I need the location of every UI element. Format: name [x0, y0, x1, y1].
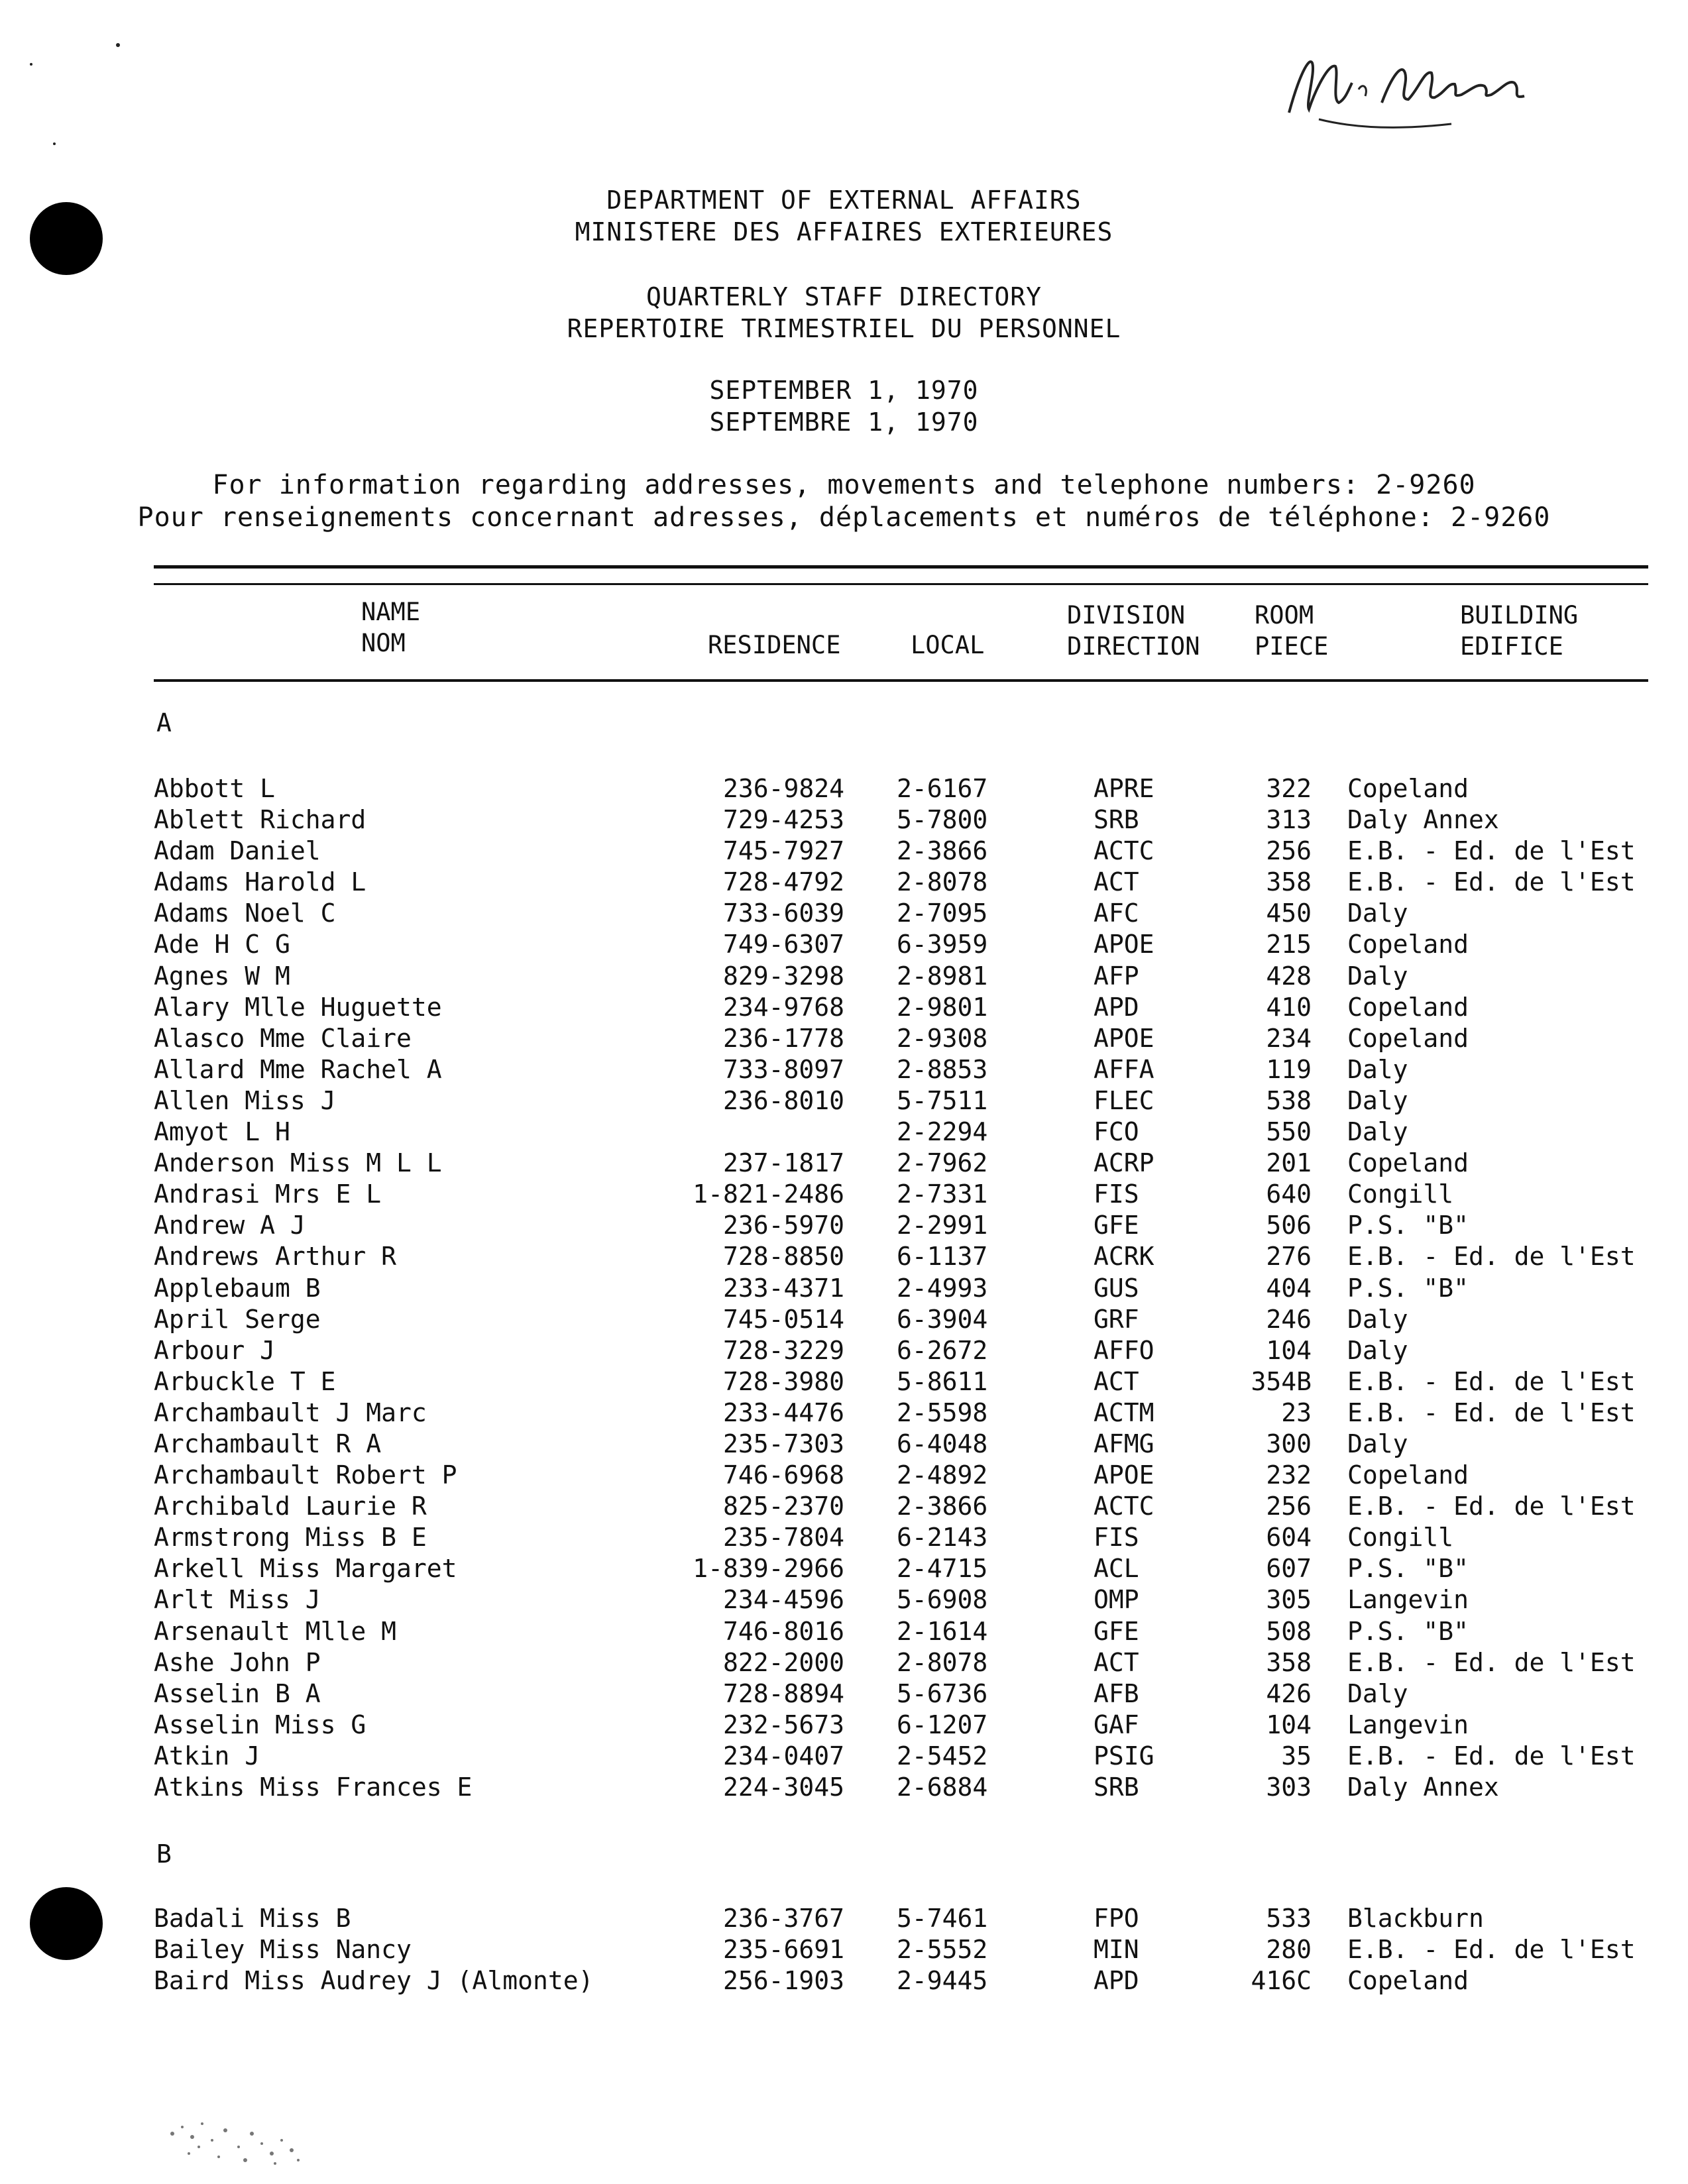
cell-name: Andrew A J	[154, 1211, 306, 1240]
cell-division: AFFO	[1094, 1335, 1154, 1365]
cell-room: 426	[1266, 1678, 1312, 1708]
cell-local: 6-3904	[897, 1304, 988, 1334]
cell-division: ACTC	[1094, 836, 1154, 866]
cell-residence: 236-5970	[722, 1211, 844, 1240]
table-row	[0, 1553, 1688, 1584]
cell-name: Archibald Laurie R	[154, 1492, 427, 1521]
cell-name: Adams Noel C	[154, 899, 336, 928]
cell-local: 2-5598	[897, 1397, 988, 1427]
cell-local: 5-8611	[897, 1366, 988, 1396]
cell-building: Daly Annex	[1347, 1773, 1499, 1802]
cell-residence: 236-8010	[722, 1085, 844, 1115]
cell-division: ACRP	[1094, 1148, 1154, 1178]
cell-name: Armstrong Miss B E	[154, 1523, 427, 1553]
cell-residence: 822-2000	[722, 1647, 844, 1677]
table-row	[0, 1148, 1688, 1179]
cell-name: Applebaum B	[154, 1273, 321, 1303]
table-row	[0, 1678, 1688, 1710]
cell-room: 276	[1266, 1242, 1312, 1272]
cell-building: Daly Annex	[1347, 805, 1499, 835]
cell-name: Archambault Robert P	[154, 1460, 457, 1490]
cell-room: 506	[1266, 1211, 1312, 1240]
cell-local: 6-3959	[897, 930, 988, 959]
cell-room: 303	[1266, 1773, 1312, 1802]
table-row	[0, 1965, 1688, 1996]
cell-building: E.B. - Ed. de l'Est	[1347, 1647, 1636, 1677]
cell-room: 313	[1266, 805, 1312, 835]
date-heading	[0, 374, 1688, 438]
cell-name: Arkell Miss Margaret	[154, 1554, 457, 1584]
cell-local: 2-4993	[897, 1273, 988, 1303]
cell-building: Copeland	[1347, 930, 1469, 959]
cell-name: Asselin Miss G	[154, 1710, 366, 1739]
cell-local: 2-4715	[897, 1554, 988, 1584]
cell-name: Andrews Arthur R	[154, 1242, 397, 1272]
cell-local: 5-7461	[897, 1904, 988, 1933]
cell-division: APOE	[1094, 1023, 1154, 1053]
cell-name: Alasco Mme Claire	[154, 1023, 412, 1053]
cell-room: 358	[1266, 867, 1312, 897]
cell-local: 2-9801	[897, 992, 988, 1022]
cell-division: AFP	[1094, 961, 1139, 991]
cell-division: SRB	[1094, 1773, 1139, 1802]
cell-name: Arbour J	[154, 1335, 276, 1365]
cell-building: Daly	[1347, 1429, 1408, 1458]
cell-division: GFE	[1094, 1616, 1139, 1646]
cell-division: ACTM	[1094, 1397, 1154, 1427]
cell-room: 280	[1266, 1935, 1312, 1965]
cell-local: 2-7331	[897, 1179, 988, 1209]
table-row	[0, 1522, 1688, 1553]
cell-building: P.S. "B"	[1347, 1616, 1469, 1646]
cell-room: 450	[1266, 899, 1312, 928]
cell-residence: 728-3229	[722, 1335, 844, 1365]
table-row	[0, 1934, 1688, 1965]
cell-residence: 1-839-2966	[693, 1554, 844, 1584]
cell-building: E.B. - Ed. de l'Est	[1347, 1492, 1636, 1521]
table-row	[0, 1616, 1688, 1647]
cell-residence: 235-6691	[722, 1935, 844, 1965]
cell-room: 256	[1266, 836, 1312, 866]
cell-building: Copeland	[1347, 1148, 1469, 1178]
cell-name: Atkin J	[154, 1741, 260, 1771]
table-row	[0, 1741, 1688, 1772]
cell-residence: 233-4371	[722, 1273, 844, 1303]
cell-room: 428	[1266, 961, 1312, 991]
cell-division: GFE	[1094, 1211, 1139, 1240]
cell-division: FCO	[1094, 1117, 1139, 1147]
column-header-residence: RESIDENCE	[708, 631, 841, 659]
cell-residence: 235-7303	[722, 1429, 844, 1458]
cell-building: Daly	[1347, 1117, 1408, 1147]
cell-room: 300	[1266, 1429, 1312, 1458]
date-en: SEPTEMBER 1, 1970	[709, 376, 979, 405]
section-letter-a: A	[156, 708, 172, 737]
section-b-rows	[0, 1903, 1688, 1996]
cell-building: Congill	[1347, 1523, 1454, 1553]
cell-residence: 234-0407	[722, 1741, 844, 1771]
cell-division: GRF	[1094, 1304, 1139, 1334]
cell-local: 2-6884	[897, 1773, 988, 1802]
cell-division: APOE	[1094, 930, 1154, 959]
cell-building: E.B. - Ed. de l'Est	[1347, 836, 1636, 866]
cell-building: Daly	[1347, 1335, 1408, 1365]
cell-building: E.B. - Ed. de l'Est	[1347, 1741, 1636, 1771]
cell-room: 215	[1266, 930, 1312, 959]
cell-room: 305	[1266, 1585, 1312, 1615]
table-row	[0, 867, 1688, 898]
cell-local: 2-9308	[897, 1023, 988, 1053]
cell-division: AFMG	[1094, 1429, 1154, 1458]
column-header-name-fr: NOM	[361, 629, 406, 657]
cell-local: 2-2294	[897, 1117, 988, 1147]
column-header-room-en: ROOM	[1255, 601, 1314, 629]
cell-name: Arbuckle T E	[154, 1366, 336, 1396]
cell-local: 2-7095	[897, 899, 988, 928]
table-row	[0, 992, 1688, 1023]
table-row	[0, 1903, 1688, 1934]
cell-division: APD	[1094, 1966, 1139, 1996]
cell-name: Arsenault Mlle M	[154, 1616, 397, 1646]
cell-building: Copeland	[1347, 1966, 1469, 1996]
cell-name: Andrasi Mrs E L	[154, 1179, 382, 1209]
table-row	[0, 836, 1688, 867]
cell-room: 410	[1266, 992, 1312, 1022]
cell-building: E.B. - Ed. de l'Est	[1347, 1366, 1636, 1396]
directory-heading	[0, 281, 1688, 345]
cell-building: Copeland	[1347, 1023, 1469, 1053]
cell-residence: 728-3980	[722, 1366, 844, 1396]
table-row	[0, 929, 1688, 960]
cell-building: Daly	[1347, 1054, 1408, 1084]
table-row	[0, 1491, 1688, 1522]
cell-residence: 234-9768	[722, 992, 844, 1022]
cell-room: 640	[1266, 1179, 1312, 1209]
cell-division: AFB	[1094, 1678, 1139, 1708]
cell-local: 2-3866	[897, 1492, 988, 1521]
table-row	[0, 804, 1688, 836]
cell-local: 5-6736	[897, 1678, 988, 1708]
cell-local: 2-3866	[897, 836, 988, 866]
info-heading	[0, 469, 1688, 534]
cell-building: Copeland	[1347, 774, 1469, 803]
cell-local: 2-5452	[897, 1741, 988, 1771]
cell-division: APRE	[1094, 774, 1154, 803]
cell-room: 23	[1281, 1397, 1312, 1427]
cell-building: Langevin	[1347, 1710, 1469, 1739]
table-row	[0, 1710, 1688, 1741]
cell-room: 550	[1266, 1117, 1312, 1147]
table-row	[0, 1023, 1688, 1054]
cell-room: 607	[1266, 1554, 1312, 1584]
cell-room: 256	[1266, 1492, 1312, 1521]
ink-smudge	[159, 2107, 311, 2170]
cell-room: 104	[1266, 1710, 1312, 1739]
cell-building: Congill	[1347, 1179, 1454, 1209]
column-header-name-en: NAME	[361, 598, 421, 626]
cell-name: Allen Miss J	[154, 1085, 336, 1115]
cell-residence: 232-5673	[722, 1710, 844, 1739]
cell-local: 6-2672	[897, 1335, 988, 1365]
cell-room: 232	[1266, 1460, 1312, 1490]
cell-division: AFFA	[1094, 1054, 1154, 1084]
header-bottom-rule	[154, 679, 1648, 682]
cell-room: 104	[1266, 1335, 1312, 1365]
cell-name: Asselin B A	[154, 1678, 321, 1708]
table-row	[0, 1335, 1688, 1366]
cell-division: FIS	[1094, 1523, 1139, 1553]
cell-name: Alary Mlle Huguette	[154, 992, 442, 1022]
cell-name: Anderson Miss M L L	[154, 1148, 442, 1178]
cell-building: P.S. "B"	[1347, 1211, 1469, 1240]
cell-name: Bailey Miss Nancy	[154, 1935, 412, 1965]
cell-room: 416C	[1251, 1966, 1312, 1996]
column-header-room	[1255, 600, 1328, 662]
cell-residence: 745-0514	[722, 1304, 844, 1334]
cell-building: Langevin	[1347, 1585, 1469, 1615]
cell-local: 2-2991	[897, 1211, 988, 1240]
cell-residence: 256-1903	[722, 1966, 844, 1996]
table-row	[0, 1460, 1688, 1491]
info-en: For information regarding addresses, movements and telephone numbers: 2-9260	[212, 470, 1476, 500]
cell-name: Abbott L	[154, 774, 276, 803]
date-fr: SEPTEMBRE 1, 1970	[709, 408, 979, 437]
cell-local: 2-6167	[897, 774, 988, 803]
cell-division: FIS	[1094, 1179, 1139, 1209]
cell-name: Adam Daniel	[154, 836, 321, 866]
cell-room: 322	[1266, 774, 1312, 803]
column-header-building	[1460, 600, 1578, 662]
directory-title-fr: REPERTOIRE TRIMESTRIEL DU PERSONNEL	[567, 314, 1121, 343]
cell-local: 2-8078	[897, 867, 988, 897]
cell-room: 404	[1266, 1273, 1312, 1303]
cell-room: 533	[1266, 1904, 1312, 1933]
table-top-rule-inner	[154, 583, 1648, 585]
cell-name: Ade H C G	[154, 930, 290, 959]
table-row	[0, 1772, 1688, 1803]
column-header-name	[361, 596, 420, 659]
cell-division: APD	[1094, 992, 1139, 1022]
cell-division: MIN	[1094, 1935, 1139, 1965]
cell-residence: 233-4476	[722, 1397, 844, 1427]
cell-local: 6-1137	[897, 1242, 988, 1272]
table-row	[0, 1210, 1688, 1241]
cell-local: 2-7962	[897, 1148, 988, 1178]
table-row	[0, 1647, 1688, 1678]
cell-name: Amyot L H	[154, 1117, 290, 1147]
cell-local: 6-4048	[897, 1429, 988, 1458]
cell-name: Baird Miss Audrey J (Almonte)	[154, 1966, 594, 1996]
cell-name: Atkins Miss Frances E	[154, 1773, 473, 1802]
cell-residence: 236-1778	[722, 1023, 844, 1053]
table-row	[0, 898, 1688, 929]
cell-division: ACTC	[1094, 1492, 1154, 1521]
cell-residence: 728-8894	[722, 1678, 844, 1708]
cell-division: ACL	[1094, 1554, 1139, 1584]
section-letter-b: B	[156, 1839, 172, 1869]
cell-residence: 733-8097	[722, 1054, 844, 1084]
cell-residence: 749-6307	[722, 930, 844, 959]
cell-residence: 825-2370	[722, 1492, 844, 1521]
column-header-division-fr: DIRECTION	[1067, 632, 1200, 661]
table-row	[0, 1366, 1688, 1397]
cell-building: P.S. "B"	[1347, 1273, 1469, 1303]
cell-residence: 728-8850	[722, 1242, 844, 1272]
table-row	[0, 1429, 1688, 1460]
cell-local: 2-8078	[897, 1647, 988, 1677]
cell-room: 234	[1266, 1023, 1312, 1053]
column-header-division-en: DIVISION	[1067, 601, 1186, 629]
table-row	[0, 1054, 1688, 1085]
cell-room: 201	[1266, 1148, 1312, 1178]
table-row	[0, 1304, 1688, 1335]
cell-name: Ablett Richard	[154, 805, 366, 835]
info-fr: Pour renseignements concernant adresses, déplacements et numéros de téléphone: 2-9260	[137, 502, 1551, 533]
cell-room: 604	[1266, 1523, 1312, 1553]
cell-building: Daly	[1347, 899, 1408, 928]
cell-room: 35	[1281, 1741, 1312, 1771]
cell-residence: 729-4253	[722, 805, 844, 835]
cell-local: 2-5552	[897, 1935, 988, 1965]
table-row	[0, 773, 1688, 804]
cell-division: GAF	[1094, 1710, 1139, 1739]
cell-residence: 746-6968	[722, 1460, 844, 1490]
cell-building: Daly	[1347, 1085, 1408, 1115]
table-row	[0, 1273, 1688, 1304]
cell-residence: 236-3767	[722, 1904, 844, 1933]
cell-room: 119	[1266, 1054, 1312, 1084]
cell-room: 538	[1266, 1085, 1312, 1115]
department-heading	[0, 184, 1688, 248]
cell-division: FLEC	[1094, 1085, 1154, 1115]
cell-residence: 236-9824	[722, 774, 844, 803]
table-top-rule	[154, 565, 1648, 569]
column-header-room-fr: PIECE	[1255, 632, 1329, 661]
cell-room: 354B	[1251, 1366, 1312, 1396]
cell-building: Copeland	[1347, 992, 1469, 1022]
column-header-local: LOCAL	[911, 631, 985, 659]
cell-local: 2-8981	[897, 961, 988, 991]
cell-building: E.B. - Ed. de l'Est	[1347, 1397, 1636, 1427]
cell-building: Daly	[1347, 961, 1408, 991]
table-row	[0, 1584, 1688, 1615]
cell-residence: 235-7804	[722, 1523, 844, 1553]
handwritten-signature	[1279, 36, 1544, 136]
cell-residence: 1-821-2486	[693, 1179, 844, 1209]
cell-division: OMP	[1094, 1585, 1139, 1615]
cell-name: Agnes W M	[154, 961, 290, 991]
cell-room: 246	[1266, 1304, 1312, 1334]
cell-building: E.B. - Ed. de l'Est	[1347, 867, 1636, 897]
cell-room: 508	[1266, 1616, 1312, 1646]
cell-building: Daly	[1347, 1678, 1408, 1708]
cell-name: Ashe John P	[154, 1647, 321, 1677]
table-row	[0, 1085, 1688, 1117]
speck	[53, 142, 56, 145]
table-row	[0, 1241, 1688, 1272]
cell-name: Allard Mme Rachel A	[154, 1054, 442, 1084]
cell-residence: 746-8016	[722, 1616, 844, 1646]
cell-building: P.S. "B"	[1347, 1554, 1469, 1584]
speck	[116, 43, 120, 47]
column-header-building-en: BUILDING	[1460, 601, 1579, 629]
cell-residence: 829-3298	[722, 961, 844, 991]
cell-local: 6-2143	[897, 1523, 988, 1553]
department-fr: MINISTERE DES AFFAIRES EXTERIEURES	[575, 217, 1113, 246]
cell-local: 2-4892	[897, 1460, 988, 1490]
cell-division: ACT	[1094, 1366, 1139, 1396]
cell-division: APOE	[1094, 1460, 1154, 1490]
cell-building: E.B. - Ed. de l'Est	[1347, 1242, 1636, 1272]
directory-title-en: QUARTERLY STAFF DIRECTORY	[646, 282, 1042, 311]
cell-residence: 728-4792	[722, 867, 844, 897]
cell-residence: 224-3045	[722, 1773, 844, 1802]
cell-local: 6-1207	[897, 1710, 988, 1739]
cell-division: ACT	[1094, 867, 1139, 897]
column-header-division	[1067, 600, 1200, 662]
cell-name: April Serge	[154, 1304, 321, 1334]
cell-name: Arlt Miss J	[154, 1585, 321, 1615]
cell-division: ACT	[1094, 1647, 1139, 1677]
cell-local: 2-8853	[897, 1054, 988, 1084]
table-row	[0, 1117, 1688, 1148]
section-a-rows	[0, 773, 1688, 1803]
cell-name: Archambault J Marc	[154, 1397, 427, 1427]
cell-name: Archambault R A	[154, 1429, 382, 1458]
cell-division: SRB	[1094, 805, 1139, 835]
cell-building: E.B. - Ed. de l'Est	[1347, 1935, 1636, 1965]
department-en: DEPARTMENT OF EXTERNAL AFFAIRS	[606, 186, 1082, 215]
cell-local: 5-7800	[897, 805, 988, 835]
cell-local: 5-6908	[897, 1585, 988, 1615]
cell-division: AFC	[1094, 899, 1139, 928]
cell-residence: 234-4596	[722, 1585, 844, 1615]
cell-division: GUS	[1094, 1273, 1139, 1303]
cell-local: 2-9445	[897, 1966, 988, 1996]
cell-residence: 745-7927	[722, 836, 844, 866]
cell-residence: 733-6039	[722, 899, 844, 928]
cell-division: ACRK	[1094, 1242, 1154, 1272]
table-row	[0, 961, 1688, 992]
cell-building: Daly	[1347, 1304, 1408, 1334]
cell-name: Badali Miss B	[154, 1904, 351, 1933]
speck	[30, 63, 32, 66]
cell-local: 2-1614	[897, 1616, 988, 1646]
table-row	[0, 1179, 1688, 1210]
cell-division: PSIG	[1094, 1741, 1154, 1771]
cell-local: 5-7511	[897, 1085, 988, 1115]
cell-residence: 237-1817	[722, 1148, 844, 1178]
cell-building: Blackburn	[1347, 1904, 1484, 1933]
cell-division: FPO	[1094, 1904, 1139, 1933]
cell-room: 358	[1266, 1647, 1312, 1677]
cell-name: Adams Harold L	[154, 867, 366, 897]
column-header-building-fr: EDIFICE	[1460, 632, 1563, 661]
table-row	[0, 1397, 1688, 1429]
cell-building: Copeland	[1347, 1460, 1469, 1490]
